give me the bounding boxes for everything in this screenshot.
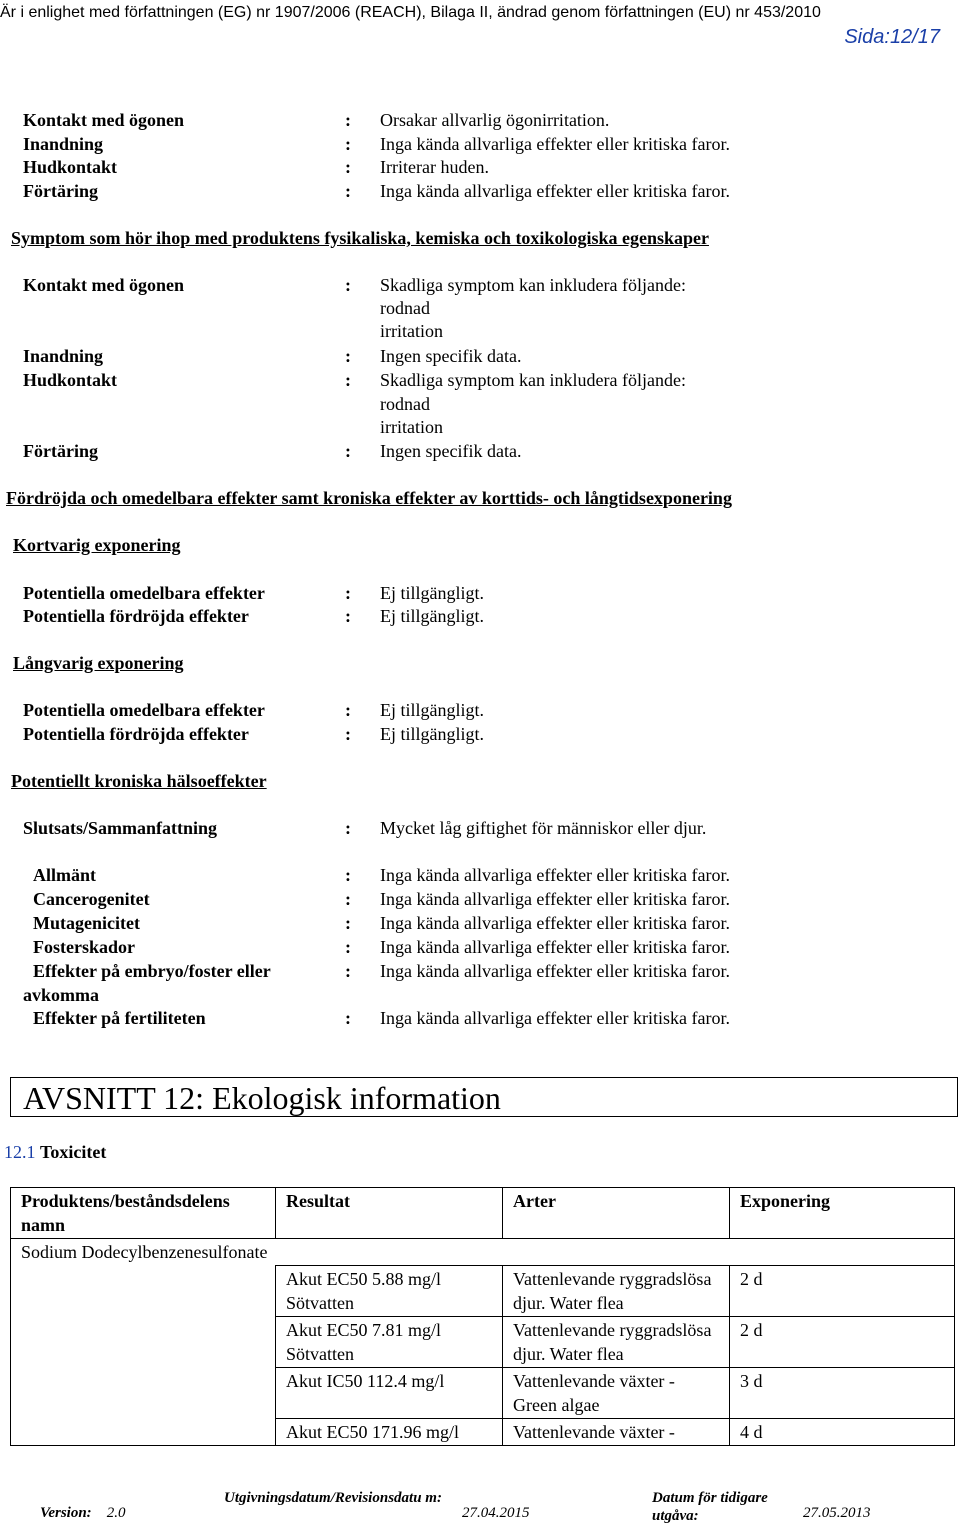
colon: :: [345, 157, 351, 177]
footer-prev-label: [652, 1489, 792, 1525]
page-label: Sida:: [844, 26, 890, 48]
symptom-value: rodnad: [380, 298, 430, 318]
effect-value: Inga kända allvarliga effekter eller kritiska faror.: [380, 134, 730, 154]
symptom-value: Skadliga symptom kan inkludera följande:: [380, 275, 686, 295]
colon: :: [345, 1008, 351, 1028]
table-row: [11, 1266, 955, 1317]
effect-value: Ej tillgängligt.: [380, 606, 484, 626]
substance-cell-empty: [11, 1266, 276, 1446]
col-header-name: Produktens/beståndsdelens namn: [11, 1188, 276, 1239]
symptom-key: Inandning: [23, 346, 104, 366]
symptom-value: rodnad: [380, 394, 430, 414]
summary-key: Slutsats/Sammanfattning: [23, 818, 218, 838]
colon: :: [345, 865, 351, 885]
effect-value: Inga kända allvarliga effekter eller kritiska faror.: [380, 181, 730, 201]
colon: :: [345, 913, 351, 933]
long-term-heading: Långvarig exponering: [13, 653, 184, 673]
species-cell: Vattenlevande ryggradslösa djur. Water flea: [503, 1317, 730, 1368]
chronic-key: Effekter på fertiliteten: [33, 1008, 206, 1028]
chronic-key: Cancerogenitet: [33, 889, 150, 909]
chronic-key: avkomma: [23, 985, 99, 1005]
result-cell: Akut EC50 171.96 mg/l: [276, 1419, 503, 1446]
symptom-value: Skadliga symptom kan inkludera följande:: [380, 370, 686, 390]
col-header-species: Arter: [503, 1188, 730, 1239]
species-cell: Vattenlevande ryggradslösa djur. Water flea: [503, 1266, 730, 1317]
symptom-key: Hudkontakt: [23, 370, 118, 390]
effect-value: Ej tillgängligt.: [380, 724, 484, 744]
effect-value: Irriterar huden.: [380, 157, 489, 177]
colon: :: [345, 818, 351, 838]
chronic-value: Inga kända allvarliga effekter eller kritiska faror.: [380, 865, 730, 885]
result-cell: Akut EC50 5.88 mg/l Sötvatten: [276, 1266, 503, 1317]
colon: :: [345, 606, 351, 626]
short-term-heading: Kortvarig exponering: [13, 535, 181, 555]
colon: :: [345, 134, 351, 154]
chronic-key: Effekter på embryo/foster eller: [33, 961, 271, 981]
chronic-heading: Potentiellt kroniska hälsoeffekter: [11, 771, 267, 791]
section-12-box: [10, 1077, 958, 1117]
subsection-title: Toxicitet: [40, 1142, 107, 1162]
effect-value: Ej tillgängligt.: [380, 583, 484, 603]
page-number: 12/17: [889, 26, 940, 48]
effect-key: Inandning: [23, 134, 104, 154]
symptom-value: irritation: [380, 417, 443, 437]
col-header-result: Resultat: [276, 1188, 503, 1239]
delayed-heading: Fördröjda och omedelbara effekter samt kroniska effekter av korttids- och långtidsexponering: [6, 488, 732, 508]
footer-version: [40, 1505, 125, 1522]
substance-name: Sodium Dodecylbenzenesulfonate: [11, 1239, 955, 1266]
version-value: 2.0: [106, 1505, 126, 1521]
symptom-value: irritation: [380, 321, 443, 341]
table-row: [11, 1239, 955, 1266]
result-cell: Akut IC50 112.4 mg/l: [276, 1368, 503, 1419]
colon: :: [345, 370, 351, 390]
effect-key: Potentiella fördröjda effekter: [23, 724, 249, 744]
symptom-value: Ingen specifik data.: [380, 441, 522, 461]
chronic-key: Allmänt: [33, 865, 96, 885]
col-header-exposure: Exponering: [730, 1188, 955, 1239]
effect-key: Kontakt med ögonen: [23, 110, 185, 130]
effect-key: Potentiella omedelbara effekter: [23, 700, 265, 720]
exposure-cell: 2 d: [730, 1266, 955, 1317]
prev-label: Datum för tidigare utgåva:: [652, 1490, 768, 1524]
chronic-value: Inga kända allvarliga effekter eller kritiska faror.: [380, 913, 730, 933]
colon: :: [345, 346, 351, 366]
species-cell: Vattenlevande växter -: [503, 1419, 730, 1446]
effect-key: Potentiella fördröjda effekter: [23, 606, 249, 626]
chronic-value: Inga kända allvarliga effekter eller kritiska faror.: [380, 961, 730, 981]
colon: :: [345, 937, 351, 957]
exposure-cell: 3 d: [730, 1368, 955, 1419]
summary-value: Mycket låg giftighet för människor eller djur.: [380, 818, 707, 838]
colon: :: [345, 724, 351, 744]
subsection-12-1: [4, 1142, 106, 1163]
section-12-title: AVSNITT 12: Ekologisk information: [23, 1080, 501, 1116]
symptom-heading: Symptom som hör ihop med produktens fysikaliska, kemiska och toxikologiska egenskaper: [11, 228, 709, 248]
subsection-number: 12.1: [4, 1142, 36, 1162]
colon: :: [345, 441, 351, 461]
result-cell: Akut EC50 7.81 mg/l Sötvatten: [276, 1317, 503, 1368]
colon: :: [345, 961, 351, 981]
footer-issue-label: [224, 1489, 454, 1507]
effect-value: Ej tillgängligt.: [380, 700, 484, 720]
colon: :: [345, 700, 351, 720]
colon: :: [345, 275, 351, 295]
symptom-key: Kontakt med ögonen: [23, 275, 185, 295]
effect-value: Orsakar allvarlig ögonirritation.: [380, 110, 610, 130]
footer-issue-value: 27.04.2015: [462, 1505, 530, 1521]
regulation-header: Är i enlighet med författningen (EG) nr 1907/2006 (REACH), Bilaga II, ändrad genom författningen (EU) nr 453/2010: [0, 4, 821, 21]
effect-key: Hudkontakt: [23, 157, 118, 177]
table-header-row: [11, 1188, 955, 1239]
chronic-value: Inga kända allvarliga effekter eller kritiska faror.: [380, 889, 730, 909]
colon: :: [345, 110, 351, 130]
chronic-key: Mutagenicitet: [33, 913, 140, 933]
colon: :: [345, 583, 351, 603]
exposure-cell: 2 d: [730, 1317, 955, 1368]
version-label: Version:: [40, 1505, 92, 1521]
symptom-value: Ingen specifik data.: [380, 346, 522, 366]
chronic-value: Inga kända allvarliga effekter eller kritiska faror.: [380, 1008, 730, 1028]
page-indicator: [844, 26, 940, 49]
issue-label: Utgivningsdatum/Revisionsdatu m:: [224, 1490, 442, 1506]
symptom-key: Förtäring: [23, 441, 98, 461]
exposure-cell: 4 d: [730, 1419, 955, 1446]
effect-key: Potentiella omedelbara effekter: [23, 583, 265, 603]
species-cell: Vattenlevande växter - Green algae: [503, 1368, 730, 1419]
toxicity-table: [10, 1187, 955, 1446]
footer-prev-value: 27.05.2013: [803, 1505, 871, 1521]
chronic-key: Fosterskador: [33, 937, 135, 957]
effect-key: Förtäring: [23, 181, 98, 201]
colon: :: [345, 889, 351, 909]
chronic-value: Inga kända allvarliga effekter eller kritiska faror.: [380, 937, 730, 957]
colon: :: [345, 181, 351, 201]
